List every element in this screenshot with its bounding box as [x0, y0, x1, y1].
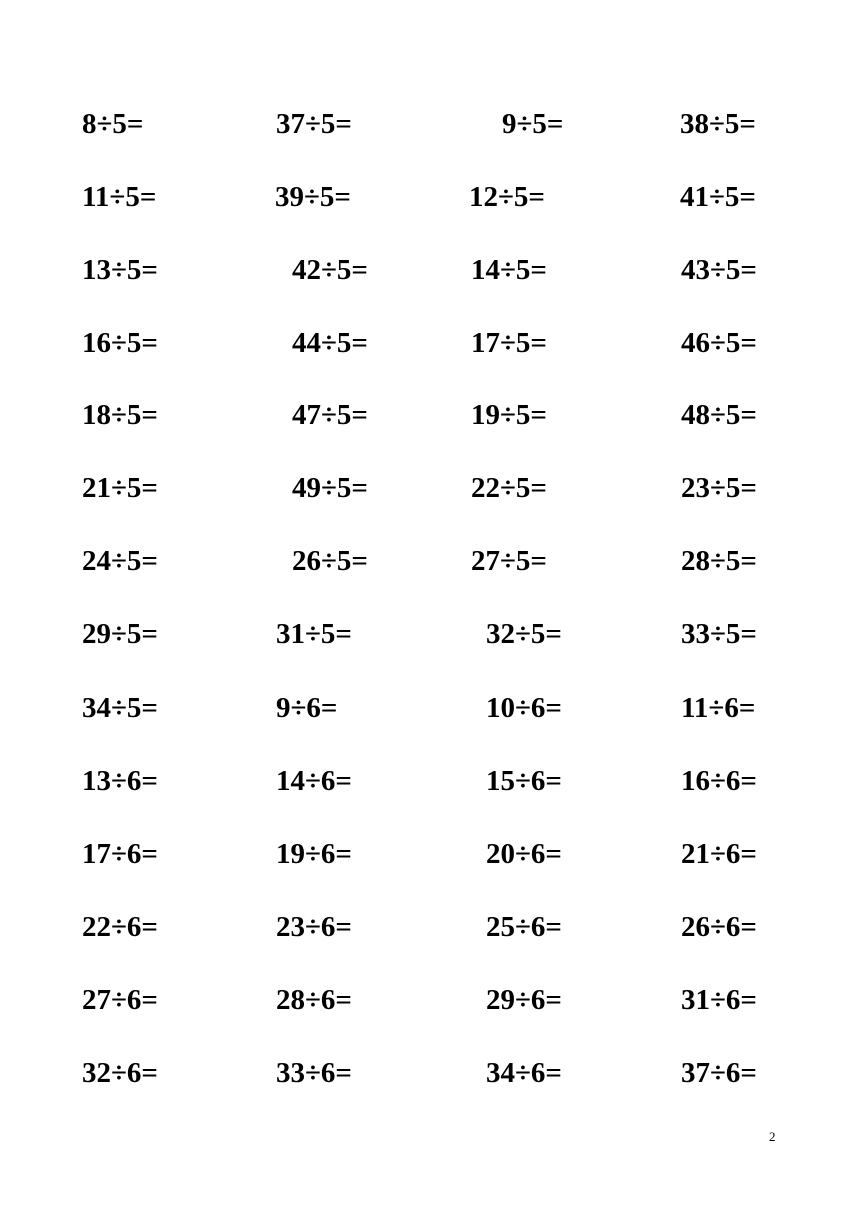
division-problem: 26÷6=: [681, 911, 757, 943]
division-problem: 14÷6=: [276, 765, 352, 797]
division-problem: 31÷6=: [681, 984, 757, 1016]
division-problem: 19÷5=: [471, 399, 547, 431]
division-problem: 26÷5=: [292, 545, 368, 577]
division-problem: 21÷5=: [82, 472, 158, 504]
division-problem: 47÷5=: [292, 399, 368, 431]
division-problem: 19÷6=: [276, 838, 352, 870]
division-problem: 17÷5=: [471, 327, 547, 359]
division-problem: 29÷5=: [82, 618, 158, 650]
division-problem: 29÷6=: [486, 984, 562, 1016]
division-problem: 13÷6=: [82, 765, 158, 797]
division-problem: 37÷5=: [276, 108, 352, 140]
division-problem: 33÷6=: [276, 1057, 352, 1089]
division-problem: 14÷5=: [471, 254, 547, 286]
division-problem: 49÷5=: [292, 472, 368, 504]
division-problem: 41÷5=: [680, 181, 756, 213]
division-problem: 28÷6=: [276, 984, 352, 1016]
division-problem: 48÷5=: [681, 399, 757, 431]
division-problem: 20÷6=: [486, 838, 562, 870]
division-problem: 43÷5=: [681, 254, 757, 286]
division-problem: 11÷6=: [681, 692, 756, 724]
division-problem: 8÷5=: [82, 108, 144, 140]
division-problem: 16÷5=: [82, 327, 158, 359]
division-problem: 34÷6=: [486, 1057, 562, 1089]
division-problem: 24÷5=: [82, 545, 158, 577]
division-problem: 18÷5=: [82, 399, 158, 431]
division-problem: 27÷5=: [471, 545, 547, 577]
division-problem: 17÷6=: [82, 838, 158, 870]
page-number: 2: [769, 1129, 776, 1144]
division-problem: 22÷5=: [471, 472, 547, 504]
division-problem: 32÷6=: [82, 1057, 158, 1089]
division-problem: 42÷5=: [292, 254, 368, 286]
division-problem: 32÷5=: [486, 618, 562, 650]
division-problem: 46÷5=: [681, 327, 757, 359]
division-problem: 23÷5=: [681, 472, 757, 504]
division-problem: 21÷6=: [681, 838, 757, 870]
division-problem: 28÷5=: [681, 545, 757, 577]
division-problem: 9÷5=: [502, 108, 564, 140]
division-problem: 44÷5=: [292, 327, 368, 359]
division-problem: 11÷5=: [82, 181, 157, 213]
division-problem: 25÷6=: [486, 911, 562, 943]
division-problem: 39÷5=: [275, 181, 351, 213]
division-problem: 33÷5=: [681, 618, 757, 650]
division-problem: 34÷5=: [82, 692, 158, 724]
division-problem: 23÷6=: [276, 911, 352, 943]
division-problem: 12÷5=: [469, 181, 545, 213]
division-problem: 38÷5=: [680, 108, 756, 140]
division-problem: 16÷6=: [681, 765, 757, 797]
division-problem: 15÷6=: [486, 765, 562, 797]
division-problem: 37÷6=: [681, 1057, 757, 1089]
division-problem: 22÷6=: [82, 911, 158, 943]
division-problem: 10÷6=: [486, 692, 562, 724]
division-problem: 27÷6=: [82, 984, 158, 1016]
division-problem: 13÷5=: [82, 254, 158, 286]
division-problem: 31÷5=: [276, 618, 352, 650]
division-problem: 9÷6=: [276, 692, 338, 724]
